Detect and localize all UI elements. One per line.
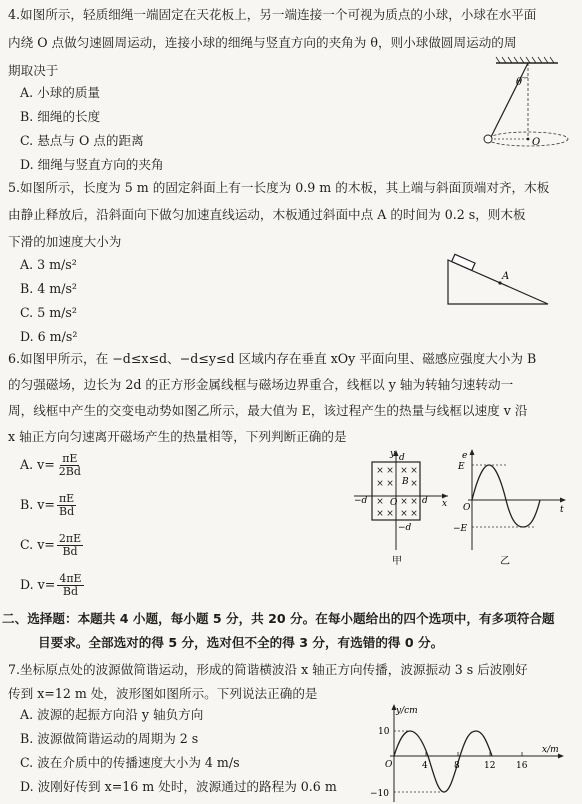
q4-stem-line-1: 4.如图所示，轻质细绳一端固定在天花板上，另一端连接一个可视为质点的小球，小球在水平面 — [8, 7, 537, 22]
q5-stem-line-1: 5.如图所示，长度为 5 m 的固定斜面上有一长度为 0.9 m 的木板，其上端与斜面顶端对齐，木板 — [8, 180, 550, 195]
svg-text:×: × — [410, 509, 418, 519]
q6-option-c: C. v= $\frac{2\pi E}{Bd}$ — [20, 532, 82, 558]
q6-yi-o-label: O — [463, 503, 471, 513]
q7-stem-line-2: 传到 x=12 m 处，波形图如图所示。下列说法正确的是 — [8, 686, 318, 701]
q7-y-pos-label: 10 — [378, 727, 390, 737]
q4-theta-label: θ — [516, 77, 523, 88]
svg-text:×: × — [386, 466, 394, 476]
q5-option-d: D. 6 m/s² — [20, 329, 78, 344]
q6-stem-line-2: 的匀强磁场，边长为 2d 的正方形金属线框与磁场边界重合，线框以 y 轴为转轴匀速转动一 — [8, 377, 514, 392]
svg-text:×: × — [410, 466, 418, 476]
svg-text:×: × — [376, 479, 384, 489]
q6-jia-b-label: B — [402, 477, 409, 487]
q7-xlabel: x/m — [542, 745, 559, 755]
q5-option-b: B. 4 m/s² — [20, 281, 77, 296]
q7-option-a: A. 波源的起振方向沿 y 轴负方向 — [20, 707, 204, 722]
q6-jia-d-right: d — [422, 496, 428, 506]
svg-text:×: × — [400, 497, 408, 507]
q7-tick-4: 4 — [422, 761, 428, 771]
q6-jia-y-label: y — [390, 449, 396, 459]
q5-option-c: C. 5 m/s² — [20, 305, 77, 320]
q7-option-c: C. 波在介质中的传播速度大小为 4 m/s — [20, 755, 240, 770]
svg-text:×: × — [386, 479, 394, 489]
q6-yi-E-label: E — [458, 462, 465, 472]
q6-option-d: D. v= $\frac{4\pi E}{Bd}$ — [20, 572, 82, 598]
q4-o-label: O — [532, 137, 541, 148]
q4-option-b: B. 细绳的长度 — [20, 109, 101, 124]
q7-o-label: O — [385, 760, 393, 770]
q7-tick-16: 16 — [516, 761, 528, 771]
q5-a-label: A — [502, 271, 510, 282]
q6-jia-neg-d-left: −d — [354, 496, 368, 506]
q6-option-a: A. v= $\frac{\pi E}{2Bd}$ — [20, 452, 81, 478]
section-2-line-2: 目要求。全部选对的得 5 分，选对但不全的得 3 分，有选错的得 0 分。 — [38, 635, 444, 650]
q5-stem-line-3: 下滑的加速度大小为 — [8, 234, 122, 249]
svg-text:×: × — [400, 509, 408, 519]
q7-ylabel: y/cm — [396, 706, 418, 716]
q6-jia-x-label: x — [442, 499, 448, 509]
q7-stem-line-1: 7.坐标原点处的波源做简谐运动，形成的简谐横波沿 x 轴正方向传播，波源振动 3 s 后波刚好 — [8, 662, 528, 677]
q6-yi-e-label: e — [462, 451, 468, 461]
svg-text:×: × — [410, 497, 418, 507]
q4-option-c: C. 悬点与 O 点的距离 — [20, 133, 144, 148]
q5-stem-line-2: 由静止释放后，沿斜面向下做匀加速直线运动，木板通过斜面中点 A 的时间为 0.2 s，则木板 — [8, 207, 526, 222]
q7-wave-figure — [366, 701, 566, 804]
q7-tick-8: 8 — [454, 761, 460, 771]
q6-jia-neg-d-bottom: −d — [398, 523, 412, 533]
q6-option-b: B. v= $\frac{\pi E}{Bd}$ — [20, 492, 75, 518]
q4-option-d: D. 细绳与竖直方向的夹角 — [20, 157, 164, 172]
q6-stem-line-1: 6.如图甲所示，在 −d≤x≤d、−d≤y≤d 区域内存在垂直 xOy 平面向里、磁感应强度大小为 B — [8, 351, 537, 366]
q6-yi-negE-label: −E — [453, 524, 468, 534]
q5-option-a: A. 3 m/s² — [20, 257, 77, 272]
q6-yi-t-label: t — [560, 505, 564, 515]
q6-jia-d-top: d — [399, 453, 405, 463]
q6-figure-yi — [452, 446, 570, 571]
q4-option-a: A. 小球的质量 — [20, 85, 101, 100]
q6-jia-o-label: O — [390, 498, 398, 508]
q7-y-neg-label: −10 — [370, 789, 389, 799]
q4-stem-line-3: 期取决于 — [8, 63, 59, 78]
section-2-line-1: 二、选择题：本题共 4 小题，每小题 5 分，共 20 分。在每小题给出的四个选项中，有多项符合题 — [2, 611, 555, 626]
q4-stem-line-2: 内绕 O 点做匀速圆周运动，连接小球的细绳与竖直方向的夹角为 θ，则小球做圆周运动的周 — [8, 35, 517, 50]
svg-text:×: × — [376, 466, 384, 476]
q6-yi-caption: 乙 — [500, 556, 510, 567]
svg-text:×: × — [400, 466, 408, 476]
q6-figure-jia — [348, 446, 460, 571]
q4-conical-pendulum-figure — [476, 55, 576, 159]
q5-incline-figure — [440, 250, 555, 312]
q7-option-b: B. 波源做简谐运动的周期为 2 s — [20, 731, 199, 746]
q6-stem-line-3: 周，线框中产生的交变电动势如图乙所示，最大值为 E，该过程产生的热量与线框以速度 v 沿 — [8, 403, 528, 418]
q7-tick-12: 12 — [484, 761, 496, 771]
q6-stem-line-4: x 轴正方向匀速离开磁场产生的热量相等，下列判断正确的是 — [8, 429, 347, 444]
svg-text:×: × — [376, 509, 384, 519]
svg-text:×: × — [410, 479, 418, 489]
q6-jia-caption: 甲 — [392, 556, 402, 567]
svg-text:×: × — [386, 509, 394, 519]
q7-option-d: D. 波刚好传到 x=16 m 处时，波源通过的路程为 0.6 m — [20, 779, 337, 794]
svg-text:×: × — [376, 497, 384, 507]
